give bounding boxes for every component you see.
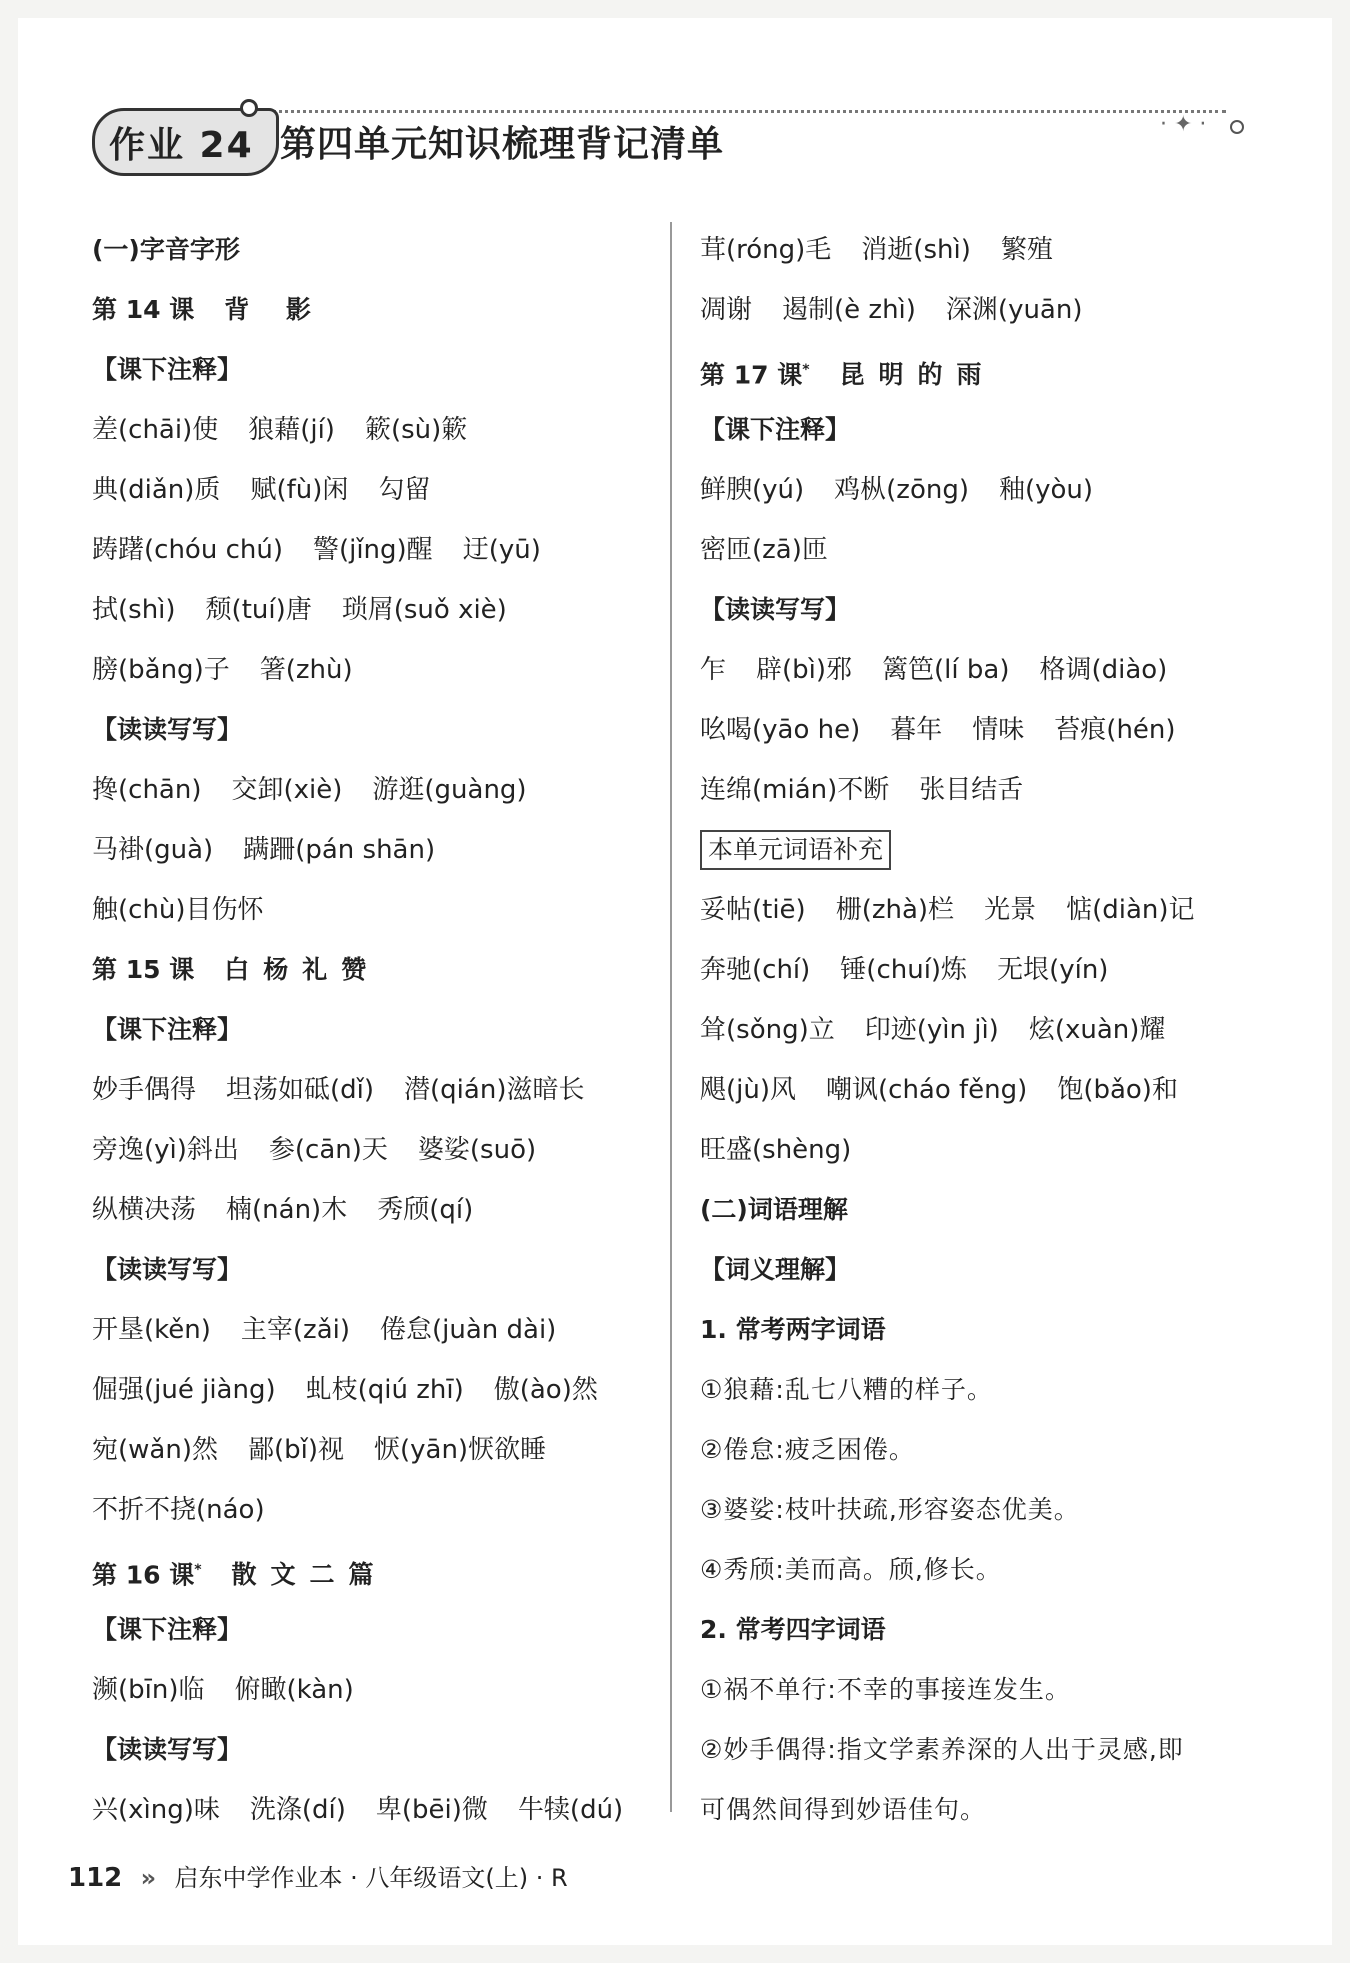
vocab-item: 暮年 xyxy=(890,715,943,745)
vocab-row xyxy=(92,1180,652,1240)
vocab-row xyxy=(700,1060,1260,1120)
vocab-item: 秀颀(qí) xyxy=(377,1195,474,1225)
section-heading: 【读读写写】 xyxy=(92,715,243,744)
lesson-title: 昆明的雨 xyxy=(839,360,996,390)
vocab-item: 旺盛(shèng) xyxy=(700,1135,852,1165)
vocab-row xyxy=(92,400,652,460)
vocab-row xyxy=(700,220,1260,280)
lesson-star: * xyxy=(802,362,810,378)
vocab-item: 拭(shì) xyxy=(92,595,176,625)
vocab-row xyxy=(92,1060,652,1120)
column-divider xyxy=(670,222,672,1812)
vocab-item: 情味 xyxy=(972,715,1025,745)
vocab-item: 惦(diàn)记 xyxy=(1066,895,1195,925)
vocab-item: 篱笆(lí ba) xyxy=(882,655,1010,685)
vocab-row xyxy=(92,760,652,820)
section-heading: 【读读写写】 xyxy=(92,1735,243,1764)
vocab-item: 辟(bì)邪 xyxy=(756,655,853,685)
vocab-item: 踌躇(chóu chú) xyxy=(92,535,283,565)
vocab-item: 饱(bǎo)和 xyxy=(1057,1075,1178,1105)
vocab-row xyxy=(92,1480,652,1540)
vocab-item: 倔强(jué jiàng) xyxy=(92,1375,276,1405)
vocab-row xyxy=(700,460,1260,520)
lesson-title: 散文二篇 xyxy=(231,1560,388,1590)
lesson-star: * xyxy=(194,1562,202,1578)
definition-line: ②倦怠:疲乏困倦。 xyxy=(700,1435,915,1464)
vocab-row xyxy=(700,760,1260,820)
vocab-item: 洗涤(dí) xyxy=(249,1795,346,1825)
vocab-item: 婆娑(suō) xyxy=(417,1135,537,1165)
vocab-row xyxy=(92,1780,652,1840)
lesson-heading xyxy=(92,1540,652,1600)
vocab-item: 触(chù)目伤怀 xyxy=(92,895,264,925)
vocab-row xyxy=(92,820,652,880)
vocab-item: 奔驰(chí) xyxy=(700,955,811,985)
vocab-item: 格调(diào) xyxy=(1039,655,1168,685)
right-column xyxy=(700,220,1260,1840)
vocab-item: 纵横决荡 xyxy=(92,1195,197,1225)
vocab-item: 卑(bēi)微 xyxy=(375,1795,488,1825)
vocab-item: 狼藉(jí) xyxy=(248,415,335,445)
vocab-item: 马褂(guà) xyxy=(92,835,214,865)
section-heading: 【词义理解】 xyxy=(700,1255,851,1284)
vocab-item: 栅(zhà)栏 xyxy=(835,895,955,925)
assignment-badge-label: 作业 24 xyxy=(109,124,254,166)
vocab-item: 鸡枞(zōng) xyxy=(834,475,969,505)
vocab-item: 开垦(kěn) xyxy=(92,1315,211,1345)
vocab-item: 差(chāi)使 xyxy=(92,415,219,445)
section-heading: 【课下注释】 xyxy=(92,1015,243,1044)
vocab-item: 兴(xìng)味 xyxy=(92,1795,220,1825)
vocab-row xyxy=(700,940,1260,1000)
vocab-item: 消逝(shì) xyxy=(861,235,971,265)
assignment-badge xyxy=(92,108,279,176)
definition-line: ①祸不单行:不幸的事接连发生。 xyxy=(700,1675,1071,1704)
vocab-item: 主宰(zǎi) xyxy=(240,1315,350,1345)
badge-ring-icon xyxy=(240,99,258,117)
lesson-title: 背 影 xyxy=(224,295,325,324)
double-chevron-icon: » xyxy=(140,1864,157,1892)
vocab-row xyxy=(92,1360,652,1420)
vocab-item: 参(cān)天 xyxy=(268,1135,388,1165)
vocab-item: 连绵(mián)不断 xyxy=(700,775,890,805)
vocab-item: 颓(tuí)唐 xyxy=(205,595,312,625)
vocab-item: 印迹(yìn jì) xyxy=(864,1015,999,1045)
vocab-item: 傲(ào)然 xyxy=(493,1375,598,1405)
vocab-item: 光景 xyxy=(984,895,1037,925)
vocab-item: 坦荡如砥(dǐ) xyxy=(226,1075,375,1105)
vocab-item: 牛犊(dú) xyxy=(517,1795,624,1825)
vocab-row xyxy=(92,520,652,580)
vocab-item: 深渊(yuān) xyxy=(945,295,1083,325)
vocab-item: 张目结舌 xyxy=(919,775,1024,805)
vocab-item: 濒(bīn)临 xyxy=(92,1675,205,1705)
vocab-item: 炫(xuàn)耀 xyxy=(1028,1015,1166,1045)
vocab-item: 苔痕(hén) xyxy=(1054,715,1176,745)
vocab-item: 赋(fù)闲 xyxy=(250,475,349,505)
vocab-item: 倦怠(juàn dài) xyxy=(380,1315,557,1345)
vocab-item: 耸(sǒng)立 xyxy=(700,1015,835,1045)
boxed-label: 本单元词语补充 xyxy=(700,830,891,870)
vocab-item: 鄙(bǐ)视 xyxy=(247,1435,344,1465)
vocab-item: 遏制(è zhì) xyxy=(782,295,916,325)
definition-line: ③婆娑:枝叶扶疏,形容姿态优美。 xyxy=(700,1495,1080,1524)
vocab-row xyxy=(92,640,652,700)
vocab-item: 锤(chuí)炼 xyxy=(840,955,968,985)
vocab-item: 茸(róng)毛 xyxy=(700,235,832,265)
vocab-item: 警(jǐng)醒 xyxy=(312,535,433,565)
definition-line: 可偶然间得到妙语佳句。 xyxy=(700,1795,987,1824)
vocab-item: 旁逸(yì)斜出 xyxy=(92,1135,239,1165)
vocab-row xyxy=(92,1300,652,1360)
vocab-row xyxy=(700,640,1260,700)
vocab-item: 繁殖 xyxy=(1000,235,1053,265)
vocab-item: 膀(bǎng)子 xyxy=(92,655,230,685)
vocab-item: 迂(yū) xyxy=(462,535,541,565)
vocab-item: 潜(qián)滋暗长 xyxy=(404,1075,585,1105)
vocab-item: 妙手偶得 xyxy=(92,1075,197,1105)
vocab-row xyxy=(700,280,1260,340)
book-title: 启东中学作业本 · 八年级语文(上) · R xyxy=(174,1864,568,1892)
lesson-number: 第 16 课 xyxy=(92,1560,195,1590)
section-heading: (一)字音字形 xyxy=(92,235,240,264)
vocab-item: 虬枝(qiú zhī) xyxy=(305,1375,464,1405)
vocab-item: 釉(yòu) xyxy=(998,475,1094,505)
lesson-heading xyxy=(92,280,652,340)
section-heading: 1. 常考两字词语 xyxy=(700,1315,886,1344)
sparkle-decoration-icon: · ✦ · xyxy=(1160,112,1206,137)
definition-line: ①狼藉:乱七八糟的样子。 xyxy=(700,1375,993,1404)
vocab-item: 凋谢 xyxy=(700,295,753,325)
section-heading: 【课下注释】 xyxy=(92,1615,243,1644)
lesson-number: 第 14 课 xyxy=(92,295,195,324)
vocab-item: 乍 xyxy=(700,655,727,685)
page-title: 第四单元知识梳理背记清单 xyxy=(280,124,725,165)
vocab-row xyxy=(92,1420,652,1480)
vocab-item: 簌(sù)簌 xyxy=(364,415,468,445)
vocab-row xyxy=(92,580,652,640)
left-column xyxy=(92,220,652,1840)
vocab-item: 密匝(zā)匝 xyxy=(700,535,828,565)
section-heading: (二)词语理解 xyxy=(700,1195,848,1224)
definition-line: ②妙手偶得:指文学素养深的人出于灵感,即 xyxy=(700,1735,1184,1764)
vocab-row xyxy=(92,460,652,520)
section-heading: 2. 常考四字词语 xyxy=(700,1615,886,1644)
vocab-item: 不折不挠(náo) xyxy=(92,1495,265,1525)
vocab-row xyxy=(700,700,1260,760)
vocab-item: 箸(zhù) xyxy=(259,655,353,685)
lesson-title: 白杨礼赞 xyxy=(224,955,381,984)
vocab-item: 飓(jù)风 xyxy=(700,1075,796,1105)
vocab-row xyxy=(92,1120,652,1180)
lesson-number: 第 15 课 xyxy=(92,955,195,984)
vocab-item: 妥帖(tiē) xyxy=(700,895,806,925)
vocab-item: 俯瞰(kàn) xyxy=(234,1675,354,1705)
section-heading: 【读读写写】 xyxy=(700,595,851,624)
lesson-heading xyxy=(700,340,1260,400)
vocab-item: 琐屑(suǒ xiè) xyxy=(341,595,507,625)
page-number: 112 xyxy=(68,1863,123,1893)
vocab-row xyxy=(700,520,1260,580)
vocab-row xyxy=(92,1660,652,1720)
vocab-row xyxy=(700,1000,1260,1060)
vocab-item: 吆喝(yāo he) xyxy=(700,715,861,745)
section-heading: 【课下注释】 xyxy=(92,355,243,384)
vocab-item: 勾留 xyxy=(378,475,431,505)
vocab-item: 蹒跚(pán shān) xyxy=(243,835,436,865)
header-dotted-line xyxy=(236,110,1226,113)
vocab-item: 恹(yān)恹欲睡 xyxy=(373,1435,547,1465)
lesson-number: 第 17 课 xyxy=(700,360,803,390)
vocab-item: 游逛(guàng) xyxy=(372,775,527,805)
vocab-item: 鲜腴(yú) xyxy=(700,475,805,505)
vocab-item: 楠(nán)木 xyxy=(226,1195,348,1225)
page-footer xyxy=(68,1858,568,1893)
vocab-item: 搀(chān) xyxy=(92,775,202,805)
vocab-row xyxy=(700,1120,1260,1180)
vocab-item: 典(diǎn)质 xyxy=(92,475,221,505)
lesson-heading xyxy=(92,940,652,1000)
vocab-item: 嘲讽(cháo fěng) xyxy=(826,1075,1028,1105)
vocab-item: 宛(wǎn)然 xyxy=(92,1435,218,1465)
section-heading: 【课下注释】 xyxy=(700,415,851,444)
vocab-item: 无垠(yín) xyxy=(997,955,1109,985)
vocab-row xyxy=(92,880,652,940)
vocab-row xyxy=(700,880,1260,940)
supplement-heading xyxy=(700,820,1260,880)
section-heading: 【读读写写】 xyxy=(92,1255,243,1284)
definition-line: ④秀颀:美而高。颀,修长。 xyxy=(700,1555,1002,1584)
vocab-item: 交卸(xiè) xyxy=(231,775,343,805)
